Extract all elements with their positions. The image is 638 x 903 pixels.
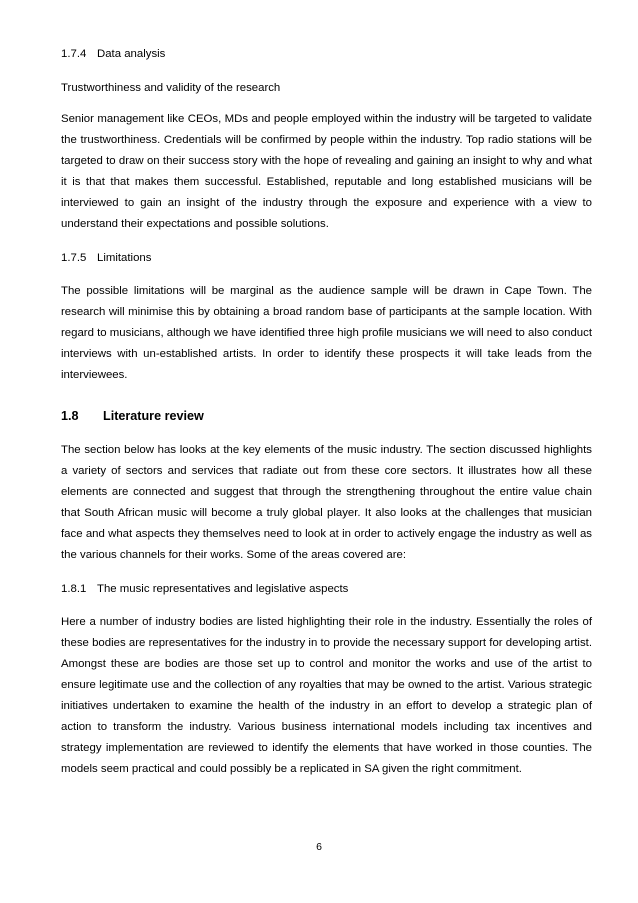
page-number: 6 <box>316 841 322 853</box>
heading-title: Limitations <box>97 252 152 265</box>
paragraph-limitations: The possible limitations will be marginal as the audience sample will be drawn in Cape Town. The research will minimise this by obtaining a broad random base of participants at the sample location. With regard to musicians, although we have identified three high profile musicians we will need to also conduct interviews with un-established artists. In order to identify these prospects it will take leads from the interviewees. <box>61 285 592 382</box>
heading-music-representatives <box>61 581 592 597</box>
heading-title: Literature review <box>103 408 204 423</box>
paragraph-literature-review: The section below has looks at the key elements of the music industry. The section discussed highlights a variety of sectors and services that radiate out from these core sectors. It illustrates how all these elements are connected and suggest that through the strengthening throughout the entire value chain that South African music will become a truly global player. It also looks at the challenges that musician face and what aspects they themselves need to look at in order to actively engage the industry as well as the various channels for their works. Some of the areas covered are: <box>61 443 592 561</box>
heading-title: The music representatives and legislative aspects <box>97 583 349 596</box>
paragraph-music-representatives: Here a number of industry bodies are listed highlighting their role in the industry. Essentially the roles of these bodies are representatives for the industry in to provide the necessary support for developing artist. Amongst these are bodies are those set up to control and monitor the works and use of the artist to ensure legitimate use and the collection of any royalties that may be owned to the artist. Various strategic initiatives undertaken to examine the health of the industry in an effort to develop a strategic plan of action to transform the industry. Various business international models including tax incentives and strategy implementation are reviewed to identify the elements that have worked in those counties. The models seem practical and could possibly be a replicated in SA given the right commitment. <box>61 616 592 775</box>
heading-title: Data analysis <box>97 48 166 60</box>
heading-number: 1.8 <box>61 408 79 423</box>
heading-limitations <box>61 250 592 266</box>
heading-number: 1.7.5 <box>61 252 87 265</box>
heading-data-analysis <box>61 46 592 62</box>
document-page <box>61 40 592 780</box>
paragraph-trustworthiness: Senior management like CEOs, MDs and people employed within the industry will be targeted to validate the trustworthiness. Credentials will be confirmed by people within the industry. Top radio stations will be targeted to draw on their success story with the hope of revealing and gaining an insight to why and what it is that that makes them successful. Established, reputable and long established musicians will be interviewed to gain an insight of the industry through the exposure and experience with a view to understand their expectations and possible solutions. <box>61 113 592 230</box>
heading-number: 1.8.1 <box>61 583 87 596</box>
heading-literature-review <box>61 407 592 425</box>
heading-number: 1.7.4 <box>61 48 87 60</box>
subheading-trustworthiness: Trustworthiness and validity of the research <box>61 82 281 94</box>
